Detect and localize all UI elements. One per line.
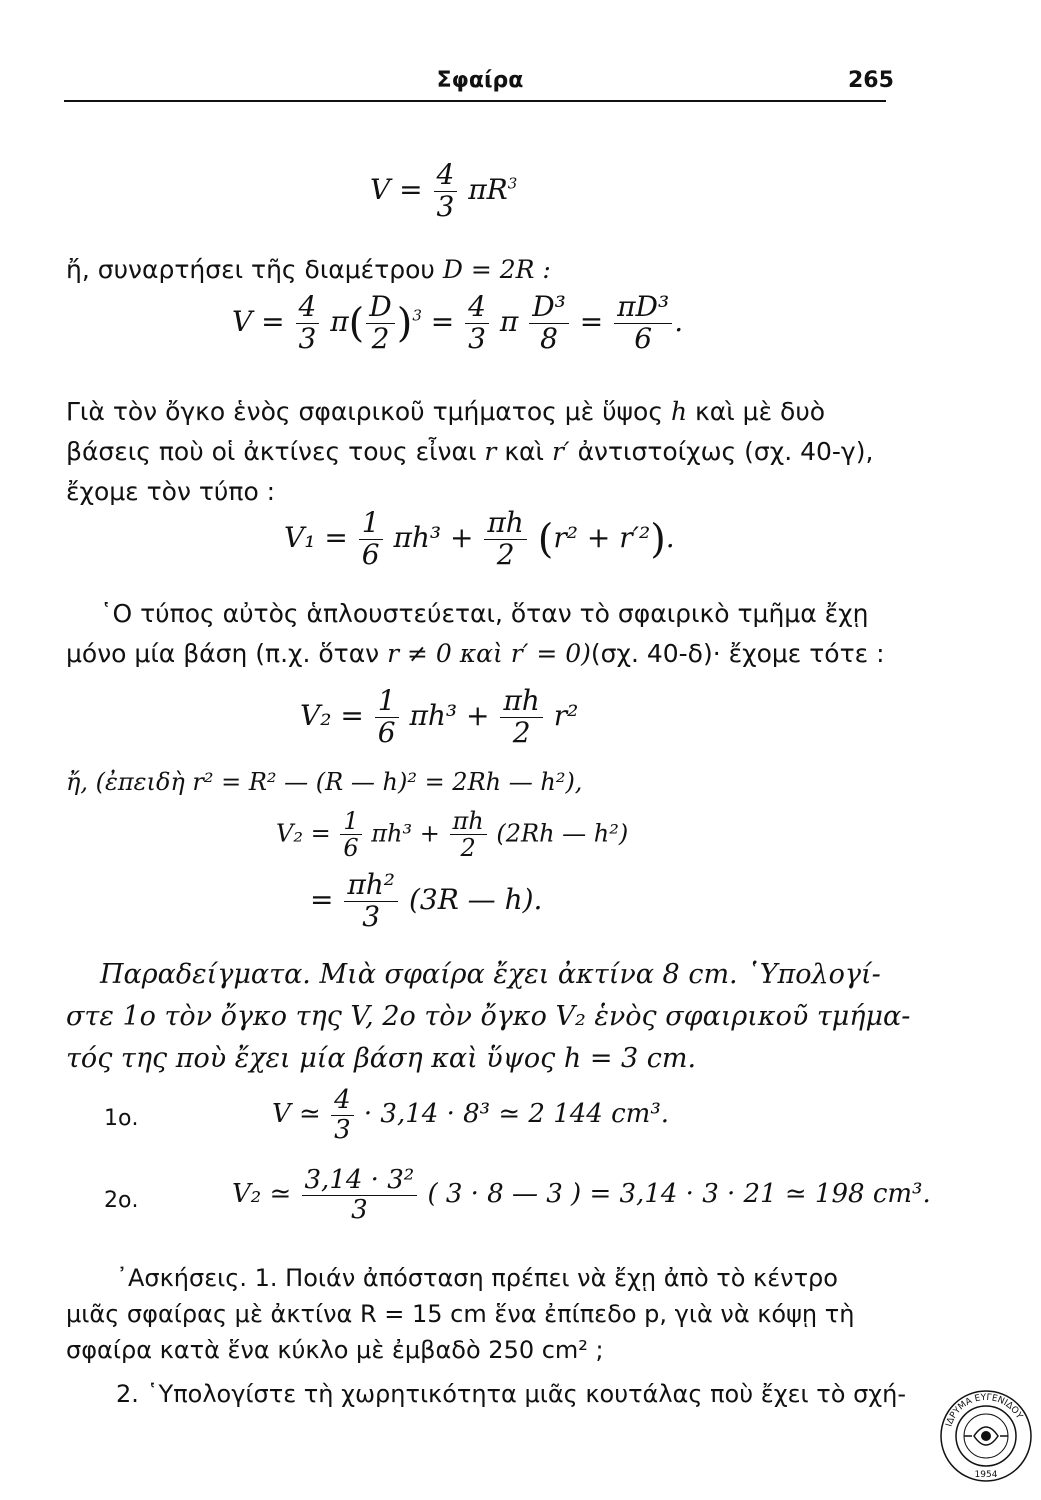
stamp-text: ΙΔΡΥΜΑ ΕΥΓΕΝΙΔΟΥ [944, 1392, 1024, 1428]
equation-sphere-volume: V = $\frac{4}{3}$ $\pi R^3$ [370, 158, 518, 223]
equation-v2: V₂ = $\frac{1}{6}$ πh³ + $\frac{\pi h}{2}$ r² [300, 684, 579, 749]
exercises-line-3: σφαίρα κατὰ ἕνα κύκλο μὲ ἐμβαδὸ 250 cm² ; [66, 1336, 604, 1364]
page-number: 265 [848, 68, 894, 93]
solution-1-label: 1ο. [104, 1106, 139, 1131]
examples-line-1: Παραδείγματα. Μιὰ σφαίρα ἔχει ἀκτίνα 8 cm. ῾Υπολογί- [100, 959, 881, 990]
exercises-line-1: ᾿Ασκήσεις. 1. Ποιάν ἀπόσταση πρέπει νὰ ἔχῃ ἀπὸ τὸ κέντρο [116, 1264, 838, 1292]
equation-since: ἤ, (ἐπειδὴ r² = R² — (R — h)² = 2Rh — h²), [66, 768, 583, 796]
solution-1-formula: V ≃ $\frac{4}{3}$ · 3,14 · 8³ ≃ 2 144 cm³. [272, 1085, 669, 1145]
solution-2-label: 2ο. [104, 1188, 139, 1213]
eq1-fraction: $\frac{4}{3}$ [434, 160, 458, 223]
paragraph-diameter: ἤ, συναρτήσει τῆς διαμέτρου D = 2R : [66, 255, 551, 284]
paragraph-segment-two-bases: Γιὰ τὸν ὄγκο ἑνὸς σφαιρικοῦ τμήματος μὲ ὕψος h καὶ μὲ δυὸ βάσεις ποὺ οἱ ἀκτίνες τους εἶναι r καὶ r′ ἀντιστοίχως (σχ. 40-γ), ἔχομε τὸν τύπο : [66, 397, 874, 506]
header-rule [64, 100, 886, 102]
eq1-lhs: V = [370, 172, 423, 206]
paragraph-one-base: ῾Ο τύπος αὐτὸς ἁπλουστεύεται, ὅταν τὸ σφαιρικὸ τμῆμα ἔχῃ [100, 599, 869, 628]
eq1-term: πR [468, 172, 508, 206]
equation-v1: V₁ = $\frac{1}{6}$ πh³ + $\frac{\pi h}{2}$ (r² + r′²). [284, 506, 675, 571]
equation-v2-simplified: = $\frac{\text{πh²}}{3}$ (3R — h). [310, 868, 543, 933]
exercises-line-2: μιᾶς σφαίρας μὲ ἀκτίνα R = 15 cm ἕνα ἐπίπεδο p, γιὰ νὰ κόψῃ τὴ [66, 1300, 855, 1328]
equation-diameter-volume: V = $\frac{4}{3}$ π( $\frac{D}{2}$ )$^3$ = $\frac{4}{3}$ π $\frac{\text{D³}}{8}$ = $\frac{\text{πD³}}{6}$ . [232, 290, 684, 355]
solution-2-formula: V₂ ≃ $\frac{\text{3,14 · 3²}}{3}$ ( 3 · 8 — 3 ) = 3,14 · 3 · 21 ≃ 198 cm³. [232, 1165, 931, 1225]
equation-v2-expanded: V₂ = $\frac{1}{6}$ πh³ + $\frac{\pi h}{2}$ (2Rh — h²) [276, 807, 629, 863]
examples-line-3: τός της ποὺ ἔχει μία βάση καὶ ὕψος h = 3 cm. [66, 1043, 697, 1074]
foundation-stamp-icon [938, 1388, 1034, 1484]
paragraph-one-base-line2: μόνο μία βάση (π.χ. ὅταν r ≠ 0 καὶ r′ = 0)(σχ. 40-δ)· ἔχομε τότε : [66, 639, 885, 668]
exercises-line-4: 2. ῾Υπολογίστε τὴ χωρητικότητα μιᾶς κουτάλας ποὺ ἔχει τὸ σχή- [116, 1380, 907, 1408]
examples-line-2: στε 1ο τὸν ὄγκο της V, 2ο τὸν ὄγκο V₂ ἑνὸς σφαιρικοῦ τμήμα- [66, 1001, 911, 1032]
running-title: Σφαίρα [436, 68, 524, 93]
stamp-year: 1954 [974, 1470, 998, 1480]
